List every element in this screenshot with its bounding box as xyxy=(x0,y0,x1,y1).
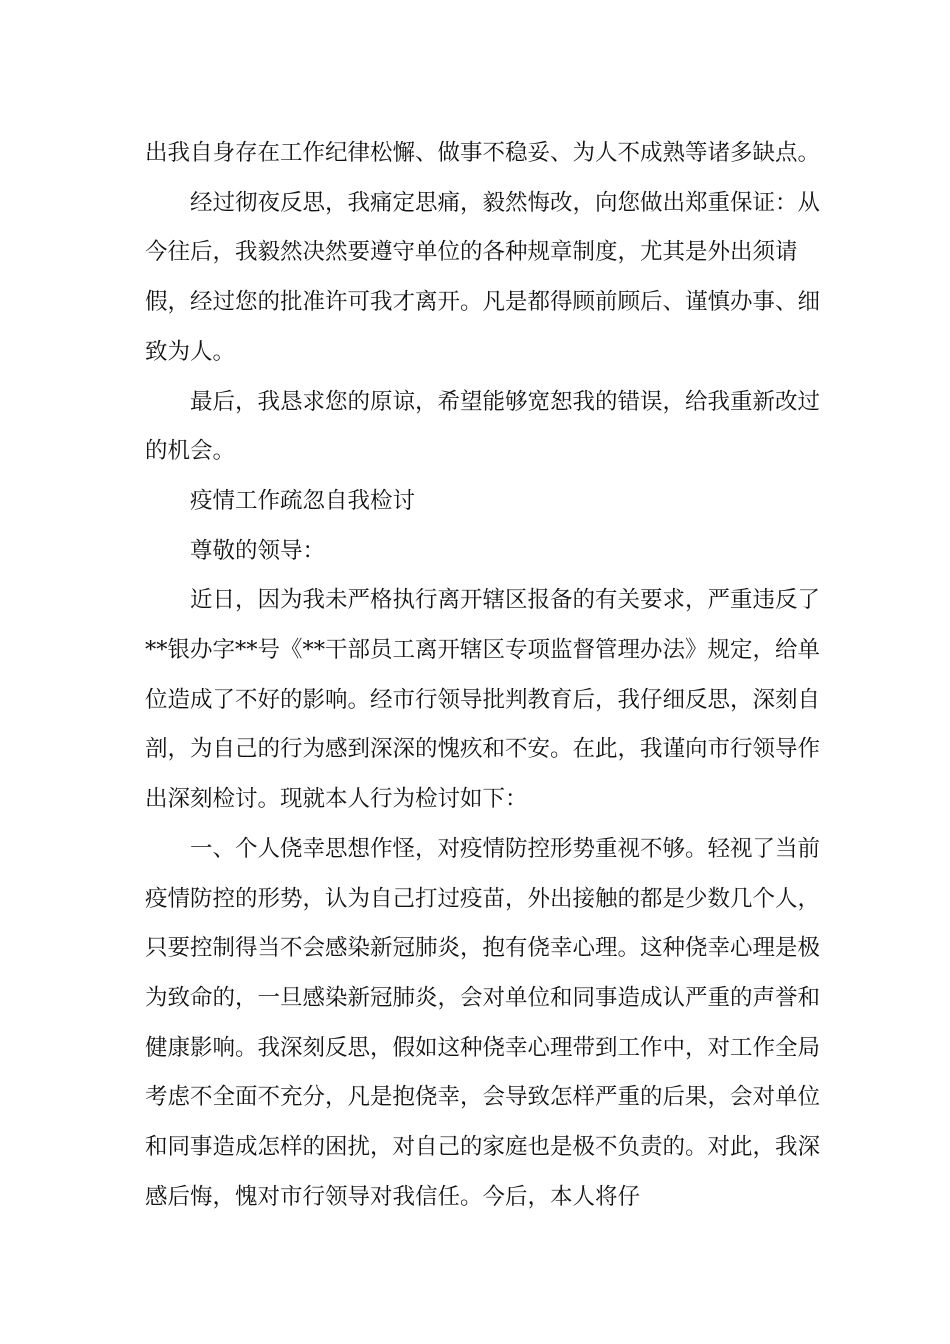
section-title: 疫情工作疏忽自我检讨 xyxy=(190,487,416,514)
paragraph-point-one: 一、个人侥幸思想作怪，对疫情防控形势重视不够。轻视了当前疫情防控的形势，认为自己打过疫苗，外出接触的都是少数几个人，只要控制得当不会感染新冠肺炎，抱有侥幸心理。这种侥幸心理是极为致命的，一旦感染新冠肺炎，会对单位和同事造成认严重的声誉和健康影响。我深刻反思，假如这种侥幸心理带到工作中，对工作全局考虑不全面不充分，凡是抱侥幸，会导致怎样严重的后果，会对单位和同事造成怎样的困扰，对自己的家庭也是极不负责的。对此，我深感后悔，愧对市行领导对我信任。今后，本人将仔 xyxy=(145,835,821,1210)
document-body xyxy=(145,129,825,1222)
paragraph-guarantee: 经过彻夜反思，我痛定思痛，毅然悔改，向您做出郑重保证：从今往后，我毅然决然要遵守单位的各种规章制度，尤其是外出须请假，经过您的批准许可我才离开。凡是都得顾前顾后、谨慎办事、细致为人。 xyxy=(145,189,821,365)
paragraph-continuation: 出我自身存在工作纪律松懈、做事不稳妥、为人不成熟等诸多缺点。 xyxy=(145,140,821,166)
paragraph-incident: 近日，因为我未严格执行离开辖区报备的有关要求，严重违反了**银办字**号《**干部员工离开辖区专项监督管理办法》规定，给单位造成了不好的影响。经市行领导批判教育后，我仔细反思，深刻自剖，为自己的行为感到深深的愧疚和不安。在此，我谨向市行领导作出深刻检讨。现就本人行为检讨如下： xyxy=(145,587,821,813)
paragraph-closing: 最后，我恳求您的原谅，希望能够宽恕我的错误，给我重新改过的机会。 xyxy=(145,388,821,465)
salutation: 尊敬的领导： xyxy=(190,537,326,564)
